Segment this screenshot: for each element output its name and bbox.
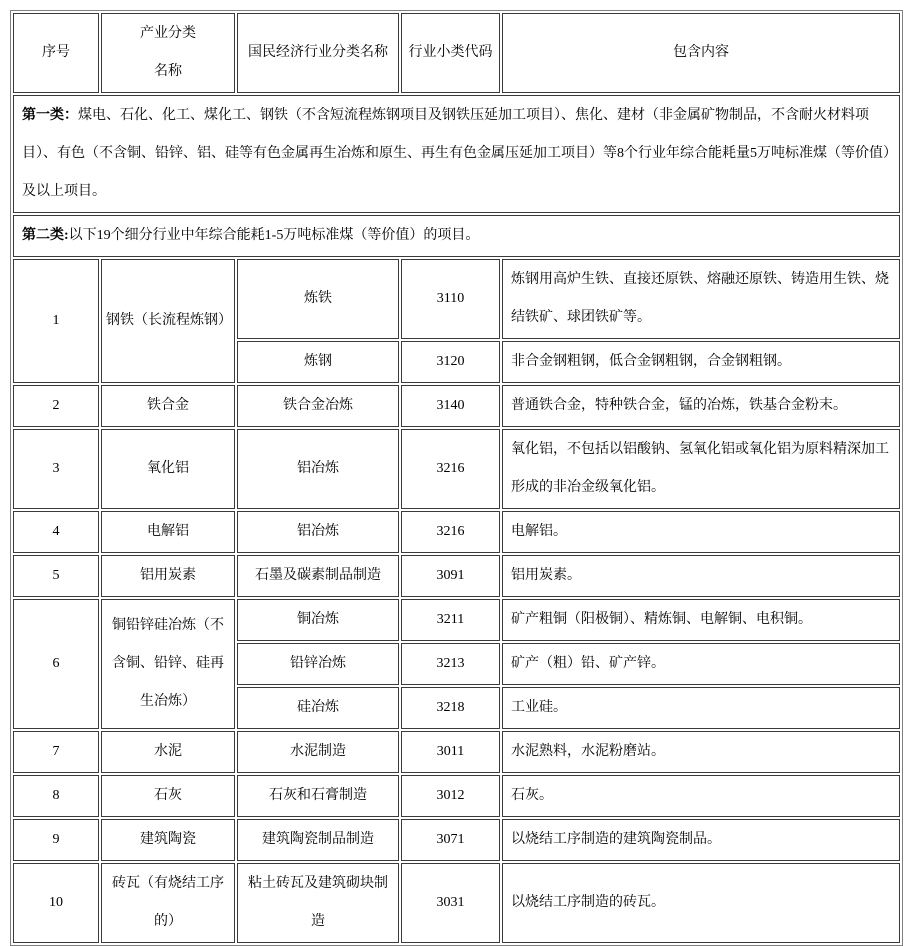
cell-seq: 10 xyxy=(13,863,99,943)
cell-content: 以烧结工序制造的建筑陶瓷制品。 xyxy=(502,819,900,861)
cell-subcategory: 炼钢 xyxy=(237,341,399,383)
header-national-industry-name: 国民经济行业分类名称 xyxy=(237,13,399,93)
cell-industry: 石灰 xyxy=(101,775,235,817)
cell-subcategory: 石灰和石膏制造 xyxy=(237,775,399,817)
table-row xyxy=(13,555,900,597)
cell-seq: 8 xyxy=(13,775,99,817)
cell-seq: 5 xyxy=(13,555,99,597)
cell-code: 3012 xyxy=(401,775,500,817)
cell-industry: 建筑陶瓷 xyxy=(101,819,235,861)
cell-seq: 9 xyxy=(13,819,99,861)
cell-code: 3031 xyxy=(401,863,500,943)
cell-code: 3120 xyxy=(401,341,500,383)
category1-cell xyxy=(13,95,900,213)
cell-industry: 电解铝 xyxy=(101,511,235,553)
cell-code: 3110 xyxy=(401,259,500,339)
cell-seq: 2 xyxy=(13,385,99,427)
cell-subcategory: 铝冶炼 xyxy=(237,511,399,553)
cell-seq: 3 xyxy=(13,429,99,509)
cell-content: 普通铁合金，特种铁合金，锰的冶炼，铁基合金粉末。 xyxy=(502,385,900,427)
cell-code: 3011 xyxy=(401,731,500,773)
cell-industry: 水泥 xyxy=(101,731,235,773)
cell-subcategory: 炼铁 xyxy=(237,259,399,339)
table-row xyxy=(13,429,900,509)
cell-content: 非合金钢粗钢，低合金钢粗钢，合金钢粗钢。 xyxy=(502,341,900,383)
cell-subcategory: 硅冶炼 xyxy=(237,687,399,729)
cell-code: 3071 xyxy=(401,819,500,861)
cell-code: 3218 xyxy=(401,687,500,729)
table-row xyxy=(13,385,900,427)
cell-subcategory: 粘土砖瓦及建筑砌块制造 xyxy=(237,863,399,943)
table-row xyxy=(13,775,900,817)
category2-text: 以下19个细分行业中年综合能耗1-5万吨标准煤（等价值）的项目。 xyxy=(68,228,480,243)
header-included-content: 包含内容 xyxy=(502,13,900,93)
cell-code: 3140 xyxy=(401,385,500,427)
cell-subcategory: 水泥制造 xyxy=(237,731,399,773)
cell-industry: 铜铅锌硅冶炼（不含铜、铅锌、硅再生冶炼） xyxy=(101,599,235,729)
category2-cell xyxy=(13,215,900,257)
table-row xyxy=(13,599,900,641)
category2-row xyxy=(13,215,900,257)
cell-code: 3213 xyxy=(401,643,500,685)
header-seq: 序号 xyxy=(13,13,99,93)
industry-classification-table xyxy=(10,10,903,946)
table-row xyxy=(13,731,900,773)
cell-subcategory: 铁合金冶炼 xyxy=(237,385,399,427)
table-row xyxy=(13,511,900,553)
header-row xyxy=(13,13,900,93)
cell-industry: 钢铁（长流程炼钢） xyxy=(101,259,235,383)
cell-content: 氧化铝，不包括以铝酸钠、氢氧化铝或氧化铝为原料精深加工形成的非冶金级氧化铝。 xyxy=(502,429,900,509)
header-industry-name xyxy=(101,13,235,93)
table-row xyxy=(13,259,900,339)
cell-content: 以烧结工序制造的砖瓦。 xyxy=(502,863,900,943)
cell-industry: 铁合金 xyxy=(101,385,235,427)
header-industry-name-line2: 名称 xyxy=(154,64,182,79)
cell-seq: 7 xyxy=(13,731,99,773)
header-industry-code: 行业小类代码 xyxy=(401,13,500,93)
cell-industry: 氧化铝 xyxy=(101,429,235,509)
cell-subcategory: 建筑陶瓷制品制造 xyxy=(237,819,399,861)
cell-code: 3091 xyxy=(401,555,500,597)
cell-subcategory: 铝冶炼 xyxy=(237,429,399,509)
cell-industry: 铝用炭素 xyxy=(101,555,235,597)
cell-content: 工业硅。 xyxy=(502,687,900,729)
cell-industry: 砖瓦（有烧结工序的） xyxy=(101,863,235,943)
cell-subcategory: 石墨及碳素制品制造 xyxy=(237,555,399,597)
category1-label: 第一类： xyxy=(22,108,78,123)
cell-subcategory: 铜冶炼 xyxy=(237,599,399,641)
cell-seq: 6 xyxy=(13,599,99,729)
cell-code: 3211 xyxy=(401,599,500,641)
cell-seq: 1 xyxy=(13,259,99,383)
cell-content: 石灰。 xyxy=(502,775,900,817)
cell-content: 水泥熟料，水泥粉磨站。 xyxy=(502,731,900,773)
cell-content: 铝用炭素。 xyxy=(502,555,900,597)
category1-text: 煤电、石化、化工、煤化工、钢铁（不含短流程炼钢项目及钢铁压延加工项目）、焦化、建材（非金属矿物制品，不含耐火材料项目）、有色（不含铜、铅锌、铝、硅等有色金属再生冶炼和原生、再生有色金属压延加工项目）等8个行业年综合能耗量5万吨标准煤（等价值）及以上项目。 xyxy=(22,108,890,199)
cell-seq: 4 xyxy=(13,511,99,553)
table-row xyxy=(13,863,900,943)
cell-content: 矿产（粗）铅、矿产锌。 xyxy=(502,643,900,685)
cell-code: 3216 xyxy=(401,429,500,509)
category1-row xyxy=(13,95,900,213)
cell-subcategory: 铅锌冶炼 xyxy=(237,643,399,685)
cell-content: 电解铝。 xyxy=(502,511,900,553)
cell-content: 炼钢用高炉生铁、直接还原铁、熔融还原铁、铸造用生铁、烧结铁矿、球团铁矿等。 xyxy=(502,259,900,339)
table-row xyxy=(13,819,900,861)
header-industry-name-line1: 产业分类 xyxy=(140,26,196,41)
cell-code: 3216 xyxy=(401,511,500,553)
category2-label: 第二类: xyxy=(22,228,69,243)
cell-content: 矿产粗铜（阳极铜）、精炼铜、电解铜、电积铜。 xyxy=(502,599,900,641)
